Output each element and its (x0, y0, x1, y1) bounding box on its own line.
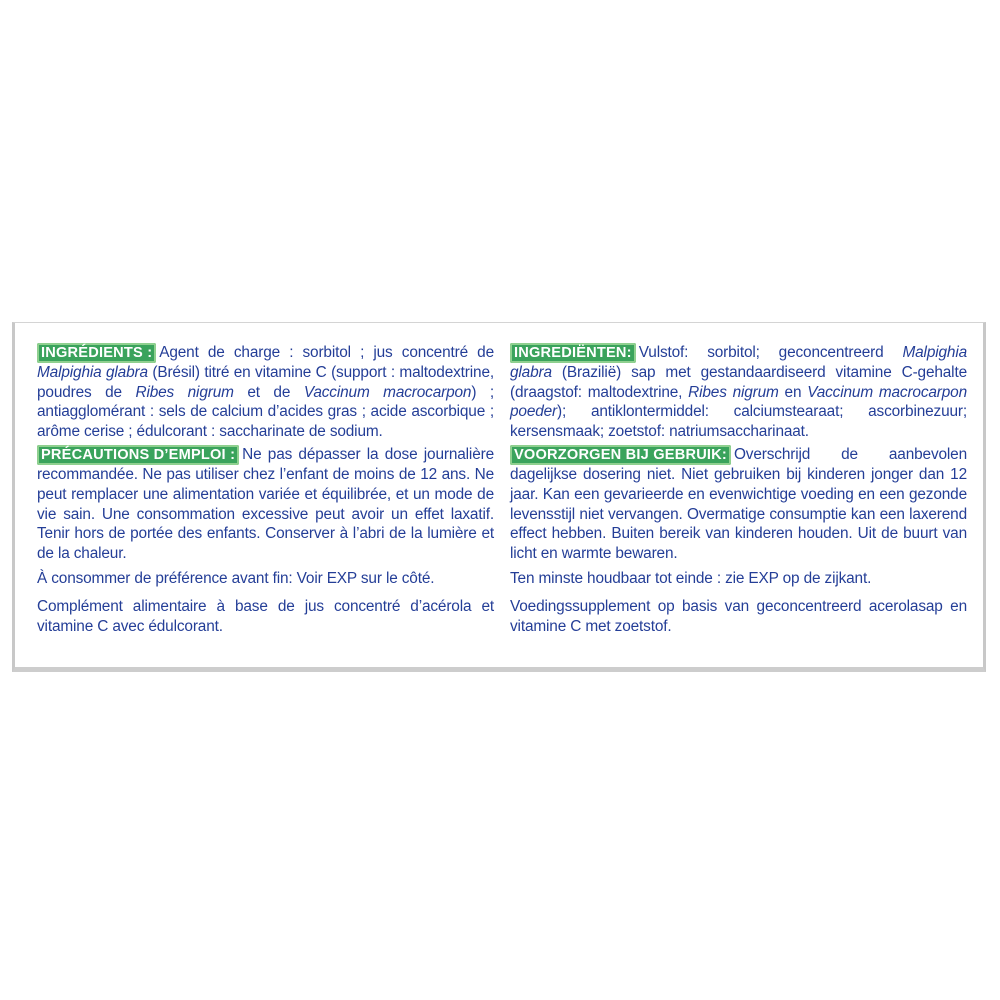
french-ingredients-text-1: Agent de charge : sorbitol ; jus concentré de (159, 344, 494, 361)
french-ingredients-text-4: ) ; antiagglomérant : sels de calcium d’acides gras ; acide ascorbique ; arôme cerise ; édulcorant : saccharinate de sodium. (37, 383, 494, 440)
dutch-precautions (510, 445, 967, 563)
french-ingredients-text-3: et de (233, 383, 304, 401)
product-label-strip (12, 322, 986, 672)
french-ingredients (37, 343, 494, 441)
french-ingredients-heading: INGRÉDIENTS : (37, 343, 156, 363)
french-column (37, 343, 494, 640)
dutch-ingredients-text-1: Vulstof: sorbitol; geconcentreerd (638, 344, 903, 361)
dutch-ingredients-italic-2: Ribes nigrum (688, 383, 779, 401)
french-best-before: À consommer de préférence avant fin: Voir EXP sur le côté. (37, 570, 435, 588)
dutch-precautions-text: Overschrijd de aanbevolen dagelijkse dosering niet. Niet gebruiken bij kinderen jonger dan 12 jaar. Kan een gevarieerde en evenwichtige voeding en een gezonde levensstijl niet vervangen. Overmatige consumptie kan een laxerend effect hebben. Buiten bereik van kinderen houden. Uit de buurt van licht en warmte bewaren. (510, 446, 967, 562)
dutch-ingredients (510, 343, 967, 441)
dutch-column (510, 343, 967, 640)
dutch-description: Voedingssupplement op basis van geconcentreerd acerolasap en vitamine C met zoetstof. (510, 597, 967, 635)
french-ingredients-italic-2: Ribes nigrum (135, 383, 234, 401)
dutch-best-before: Ten minste houdbaar tot einde : zie EXP op de zijkant. (510, 570, 872, 588)
dutch-ingredients-italic-3: Vaccinum macrocarpon poeder (510, 383, 967, 421)
dutch-precautions-heading: VOORZORGEN BIJ GEBRUIK: (510, 445, 731, 465)
dutch-ingredients-italic-1: Malpighia glabra (510, 344, 967, 381)
french-precautions-heading: PRÉCAUTIONS D’EMPLOI : (37, 445, 239, 465)
french-ingredients-text-2: (Brésil) titré en vitamine C (support : maltodextrine, poudres de (37, 364, 494, 401)
french-ingredients-italic-1: Malpighia glabra (37, 364, 148, 381)
dutch-ingredients-heading: INGREDIËNTEN: (510, 343, 636, 363)
french-precautions-text: Ne pas dépasser la dose journalière recommandée. Ne pas utiliser chez l’enfant de moins de 12 ans. Ne peut remplacer une alimentation variée et équilibrée, et un mode de vie sain. Une consommation excessive peut avoir un effet laxatif. Tenir hors de portée des enfants. Conserver à l’abri de la lumière et de la chaleur. (37, 446, 494, 562)
french-description: Complément alimentaire à base de jus concentré d’acérola et vitamine C avec édulcorant. (37, 597, 494, 635)
dutch-ingredients-text-4: ); antiklontermiddel: calciumstearaat; ascorbinezuur; kersensmaak; zoetstof: natriumsaccharinaat. (510, 403, 967, 440)
french-precautions (37, 445, 494, 563)
dutch-ingredients-text-2: (Brazilië) sap met gestandaardiseerd vitamine C-gehalte (draagstof: maltodextrine, (510, 364, 967, 401)
dutch-ingredients-text-3: en (778, 383, 808, 401)
french-ingredients-italic-3: Vaccinum macrocarpon (303, 383, 472, 401)
